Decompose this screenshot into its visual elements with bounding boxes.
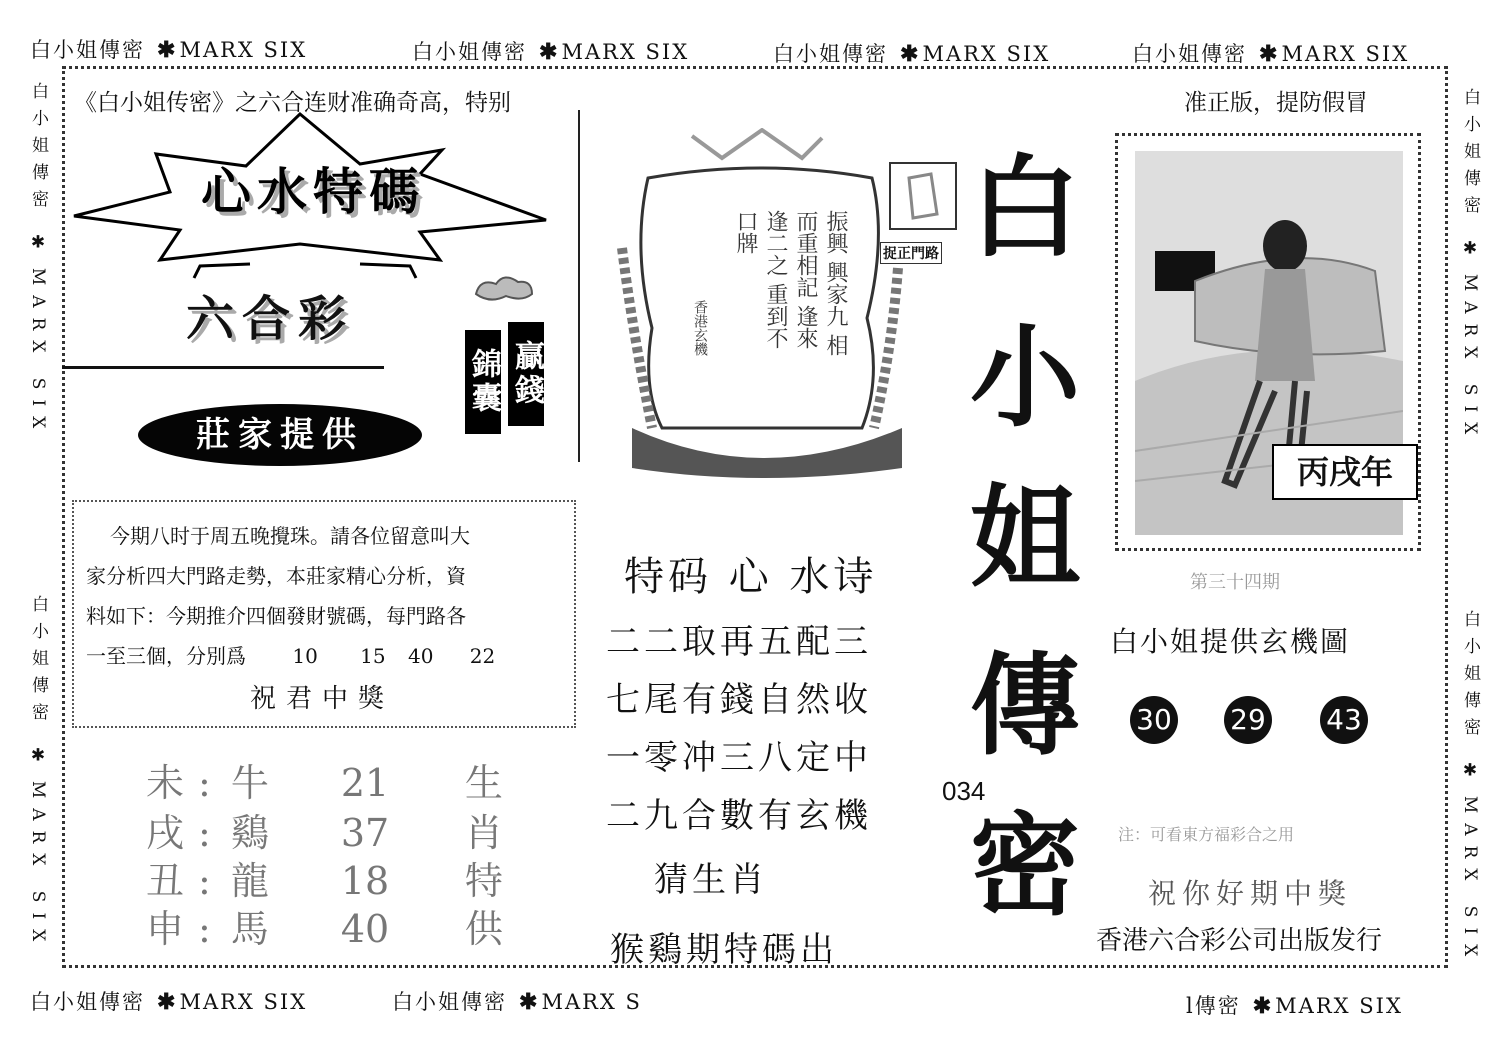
liuhecai-title: 六合彩 xyxy=(185,291,354,347)
banner-name: 白小姐傳密 xyxy=(30,990,145,1014)
poem-line: 一零冲三八定中 xyxy=(606,738,872,778)
banner-name: 白小姐傳密 xyxy=(392,990,507,1014)
banner-item xyxy=(30,986,307,1016)
zodiac-tag: 肖 xyxy=(464,811,503,855)
asterisk-icon: ✱ xyxy=(1259,41,1280,67)
publisher: 香港六合彩公司出版发行 xyxy=(1096,926,1383,956)
banner-brand: MARX SIX xyxy=(1281,42,1410,66)
notice-numbers-line xyxy=(86,636,562,676)
asterisk-icon: ✱ xyxy=(1252,993,1274,1019)
zodiac-number: 37 xyxy=(340,811,390,855)
pick-number: 22 xyxy=(469,644,496,668)
zodiac-animal: 鷄 xyxy=(230,811,269,855)
divider-line xyxy=(62,366,384,369)
scroll-column: 相而重相記 xyxy=(793,210,848,356)
banner-item xyxy=(1132,38,1409,68)
zodiac-tag: 供 xyxy=(464,907,503,951)
asterisk-icon: ✱ xyxy=(519,989,540,1015)
banner-item xyxy=(1186,990,1403,1020)
vertical-name: 白小姐傳密 xyxy=(1460,610,1480,745)
asterisk-icon: ✱ xyxy=(28,745,48,766)
asterisk-icon: ✱ xyxy=(28,232,48,253)
zodiac-branch: 丑 xyxy=(146,859,185,903)
asterisk-icon: ✱ xyxy=(1460,238,1480,259)
vertical-brand: MARX SIX xyxy=(28,267,48,439)
notice-line: 一至三個，分別爲 xyxy=(86,644,246,668)
zodiac-branch: 戌 xyxy=(146,811,185,855)
cloud-icon xyxy=(470,268,540,308)
pick-number: 15 xyxy=(360,644,386,668)
zodiac-branch: 未 xyxy=(146,761,185,805)
notice-blessing: 祝君中獎 xyxy=(249,684,394,714)
notice-line: 今期八时于周五晚攪珠。請各位留意叫大 xyxy=(110,524,470,548)
issue-label: 第三十四期 xyxy=(1190,572,1280,593)
zodiac-animal: 牛 xyxy=(230,761,269,805)
banner-name: 白小姐傳密 xyxy=(30,38,145,62)
left-vertical-banner xyxy=(26,82,51,438)
asterisk-icon: ✱ xyxy=(539,39,560,65)
number-ball: 29 xyxy=(1224,696,1272,744)
scroll-side-text: 香港玄機 xyxy=(692,300,708,356)
vertical-brand: MARX SIX xyxy=(28,780,48,952)
tagline-right: 准正版，提防假冒 xyxy=(1184,90,1368,116)
banner-item xyxy=(392,986,642,1016)
poem-hint: 猴鷄期特碼出 xyxy=(610,930,838,970)
left-vertical-banner xyxy=(26,595,51,951)
provider-oval: 莊家提供 xyxy=(138,404,422,466)
vertical-name: 白小姐傳密 xyxy=(28,595,48,730)
vertical-brand: MARX SIX xyxy=(1460,273,1480,445)
faint-note: 注：可看東方福彩合之用 xyxy=(1118,825,1295,844)
right-vertical-banner xyxy=(1458,610,1483,966)
scroll-column: 振興 xyxy=(823,210,848,254)
banner-brand: MARX SIX xyxy=(922,42,1051,66)
stamp-label: 捉正門路 xyxy=(880,242,942,264)
zodiac-number: 40 xyxy=(340,907,390,951)
right-vertical-banner xyxy=(1458,88,1483,444)
big-title-char: 白 xyxy=(970,143,1080,272)
zodiac-row: 申 : 馬 40 供 xyxy=(146,898,503,953)
provides-text: 白小姐提供玄機圖 xyxy=(1110,625,1351,658)
zodiac-tag: 特 xyxy=(464,859,503,903)
poem-guess: 猜生肖 xyxy=(654,860,768,900)
scroll-text xyxy=(720,210,850,360)
zodiac-animal: 龍 xyxy=(230,859,269,903)
notice-line: 家分析四大門路走勢，本莊家精心分析，資 xyxy=(86,564,466,588)
asterisk-icon: ✱ xyxy=(900,41,921,67)
zodiac-row: 戌 : 鷄 37 肖 xyxy=(146,802,503,857)
right-blessing: 祝你好期中獎 xyxy=(1148,877,1353,910)
zodiac-number: 21 xyxy=(340,761,390,805)
banner-name: 白小姐傳密 xyxy=(773,42,888,66)
zodiac-branch: 申 xyxy=(146,907,185,951)
big-title-char: 傳 xyxy=(970,641,1080,770)
banner-brand: MARX SIX xyxy=(179,990,308,1014)
number-ball: 30 xyxy=(1130,696,1178,744)
jinnang-box: 錦囊 xyxy=(465,330,501,434)
banner-item xyxy=(30,34,307,64)
poem-line: 二九合數有玄機 xyxy=(606,796,872,836)
xinshui-title: 心水特碼 xyxy=(201,163,425,221)
zodiac-row: 未 : 牛 21 生 xyxy=(146,752,503,807)
pick-number: 40 xyxy=(407,644,434,668)
zodiac-row: 丑 : 龍 18 特 xyxy=(146,850,503,905)
banner-item xyxy=(773,38,1050,68)
banner-name: l傳密 xyxy=(1186,994,1241,1018)
vertical-brand: MARX SIX xyxy=(1460,795,1480,967)
pick-number: 10 xyxy=(292,644,318,668)
poem-line: 二二取再五配三 xyxy=(606,622,872,662)
banner-item xyxy=(412,36,689,66)
stamp-icon xyxy=(891,164,955,228)
banner-brand: MARX S xyxy=(541,990,642,1014)
banner-name: 白小姐傳密 xyxy=(412,40,527,64)
poem-line: 七尾有錢自然收 xyxy=(606,680,872,720)
scroll-column: 逢來逢二之 xyxy=(763,210,818,349)
scroll-column: 重到不口牌 xyxy=(733,210,788,349)
bracket-decoration xyxy=(190,262,420,282)
number-ball: 43 xyxy=(1320,696,1368,744)
scroll-column: 興家九 xyxy=(823,261,848,327)
asterisk-icon: ✱ xyxy=(157,989,178,1015)
notice-line: 料如下：今期推介四個發財號碼，每門路各 xyxy=(86,604,466,628)
banner-name: 白小姐傳密 xyxy=(1132,42,1247,66)
column-divider xyxy=(578,110,580,462)
banner-brand: MARX SIX xyxy=(561,40,690,64)
poem-title: 特码 心 水诗 xyxy=(624,554,878,600)
vertical-name: 白小姐傳密 xyxy=(28,82,48,217)
asterisk-icon: ✱ xyxy=(157,37,178,63)
big-title-char: 姐 xyxy=(970,473,1080,602)
asterisk-icon: ✱ xyxy=(1460,760,1480,781)
banner-brand: MARX SIX xyxy=(1275,994,1403,1018)
vertical-name: 白小姐傳密 xyxy=(1460,88,1480,223)
stamp-box xyxy=(889,162,957,230)
zodiac-tag: 生 xyxy=(464,761,503,805)
issue-number: 034 xyxy=(942,776,986,806)
zodiac-animal: 馬 xyxy=(230,907,269,951)
tagline-left: 《白小姐传密》之六合连财准确奇高，特别 xyxy=(74,90,511,116)
banner-brand: MARX SIX xyxy=(179,38,308,62)
big-title-char: 小 xyxy=(970,313,1080,442)
yingqian-box: 贏錢 xyxy=(508,322,544,426)
year-badge: 丙戌年 xyxy=(1272,444,1418,500)
zodiac-number: 18 xyxy=(340,859,390,903)
big-title-char: 密 xyxy=(970,801,1080,930)
